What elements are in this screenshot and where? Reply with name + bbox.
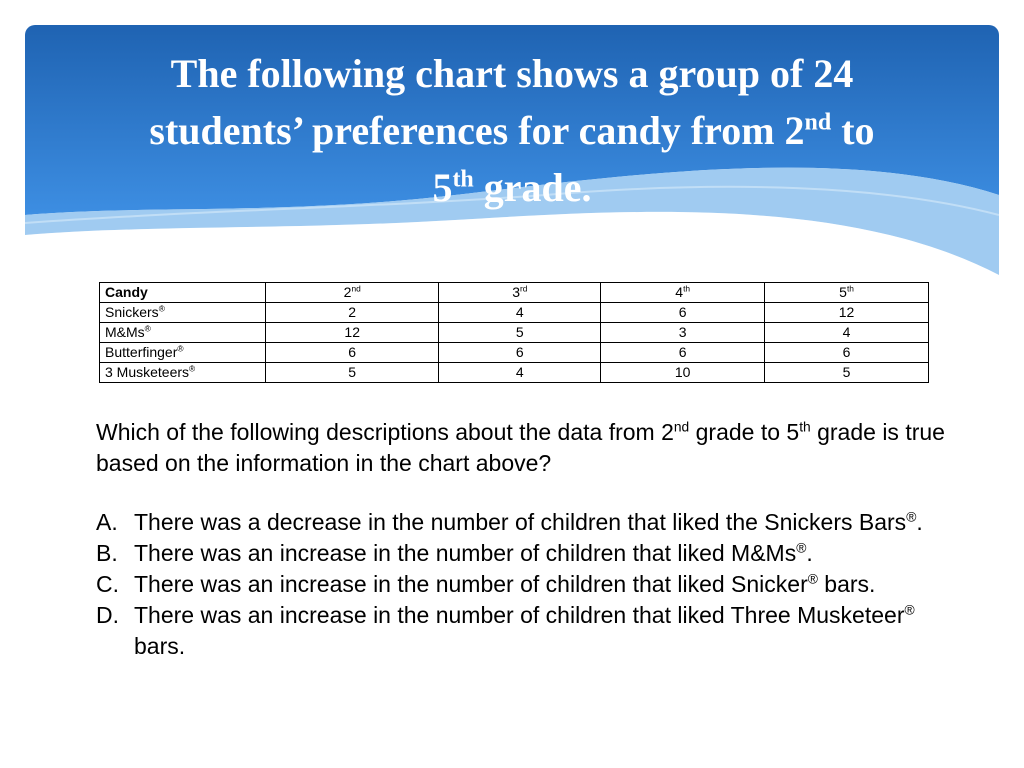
table-header-grade: 4th xyxy=(601,283,765,303)
table-header-candy: Candy xyxy=(100,283,266,303)
table-cell: 12 xyxy=(765,303,929,323)
candy-name-cell: Snickers® xyxy=(100,303,266,323)
choice-text: There was an increase in the number of children that liked Snicker® bars. xyxy=(134,571,876,597)
table-cell: 4 xyxy=(439,363,601,383)
table-cell: 6 xyxy=(765,343,929,363)
choice-letter: D. xyxy=(96,602,119,628)
table-cell: 5 xyxy=(439,323,601,343)
table-cell: 6 xyxy=(266,343,439,363)
table-row xyxy=(100,303,929,323)
table-row xyxy=(100,343,929,363)
answer-choice-a xyxy=(96,507,956,538)
choice-letter: B. xyxy=(96,540,118,566)
answer-choice-d xyxy=(96,600,956,662)
slide-title: The following chart shows a group of 24 students’ preferences for candy from 2nd to 5th grade. xyxy=(149,51,875,210)
table-cell: 4 xyxy=(439,303,601,323)
answer-choice-c xyxy=(96,569,956,600)
table-cell: 6 xyxy=(601,343,765,363)
candy-name-cell: 3 Musketeers® xyxy=(100,363,266,383)
question-text: Which of the following descriptions about the data from 2nd grade to 5th grade is true based on the information in the chart above? xyxy=(96,419,945,476)
candy-table xyxy=(99,282,929,383)
table-row xyxy=(100,323,929,343)
table-cell: 2 xyxy=(266,303,439,323)
choice-text: There was an increase in the number of children that liked Three Musketeer® bars. xyxy=(134,602,915,659)
choice-letter: A. xyxy=(96,509,118,535)
table-cell: 5 xyxy=(765,363,929,383)
table-header-grade: 2nd xyxy=(266,283,439,303)
table-cell: 4 xyxy=(765,323,929,343)
table-cell: 3 xyxy=(601,323,765,343)
candy-name-cell: M&Ms® xyxy=(100,323,266,343)
table-cell: 6 xyxy=(601,303,765,323)
choice-letter: C. xyxy=(96,571,119,597)
table-cell: 6 xyxy=(439,343,601,363)
table-header-row xyxy=(100,283,929,303)
answer-choice-b xyxy=(96,538,956,569)
table-header-grade: 5th xyxy=(765,283,929,303)
table-cell: 12 xyxy=(266,323,439,343)
table-cell: 5 xyxy=(266,363,439,383)
answer-choices xyxy=(96,507,956,662)
choice-text: There was an increase in the number of children that liked M&Ms®. xyxy=(134,540,813,566)
table-row xyxy=(100,363,929,383)
table-header-grade: 3rd xyxy=(439,283,601,303)
table-cell: 10 xyxy=(601,363,765,383)
candy-name-cell: Butterfinger® xyxy=(100,343,266,363)
choice-text: There was a decrease in the number of children that liked the Snickers Bars®. xyxy=(134,509,923,535)
